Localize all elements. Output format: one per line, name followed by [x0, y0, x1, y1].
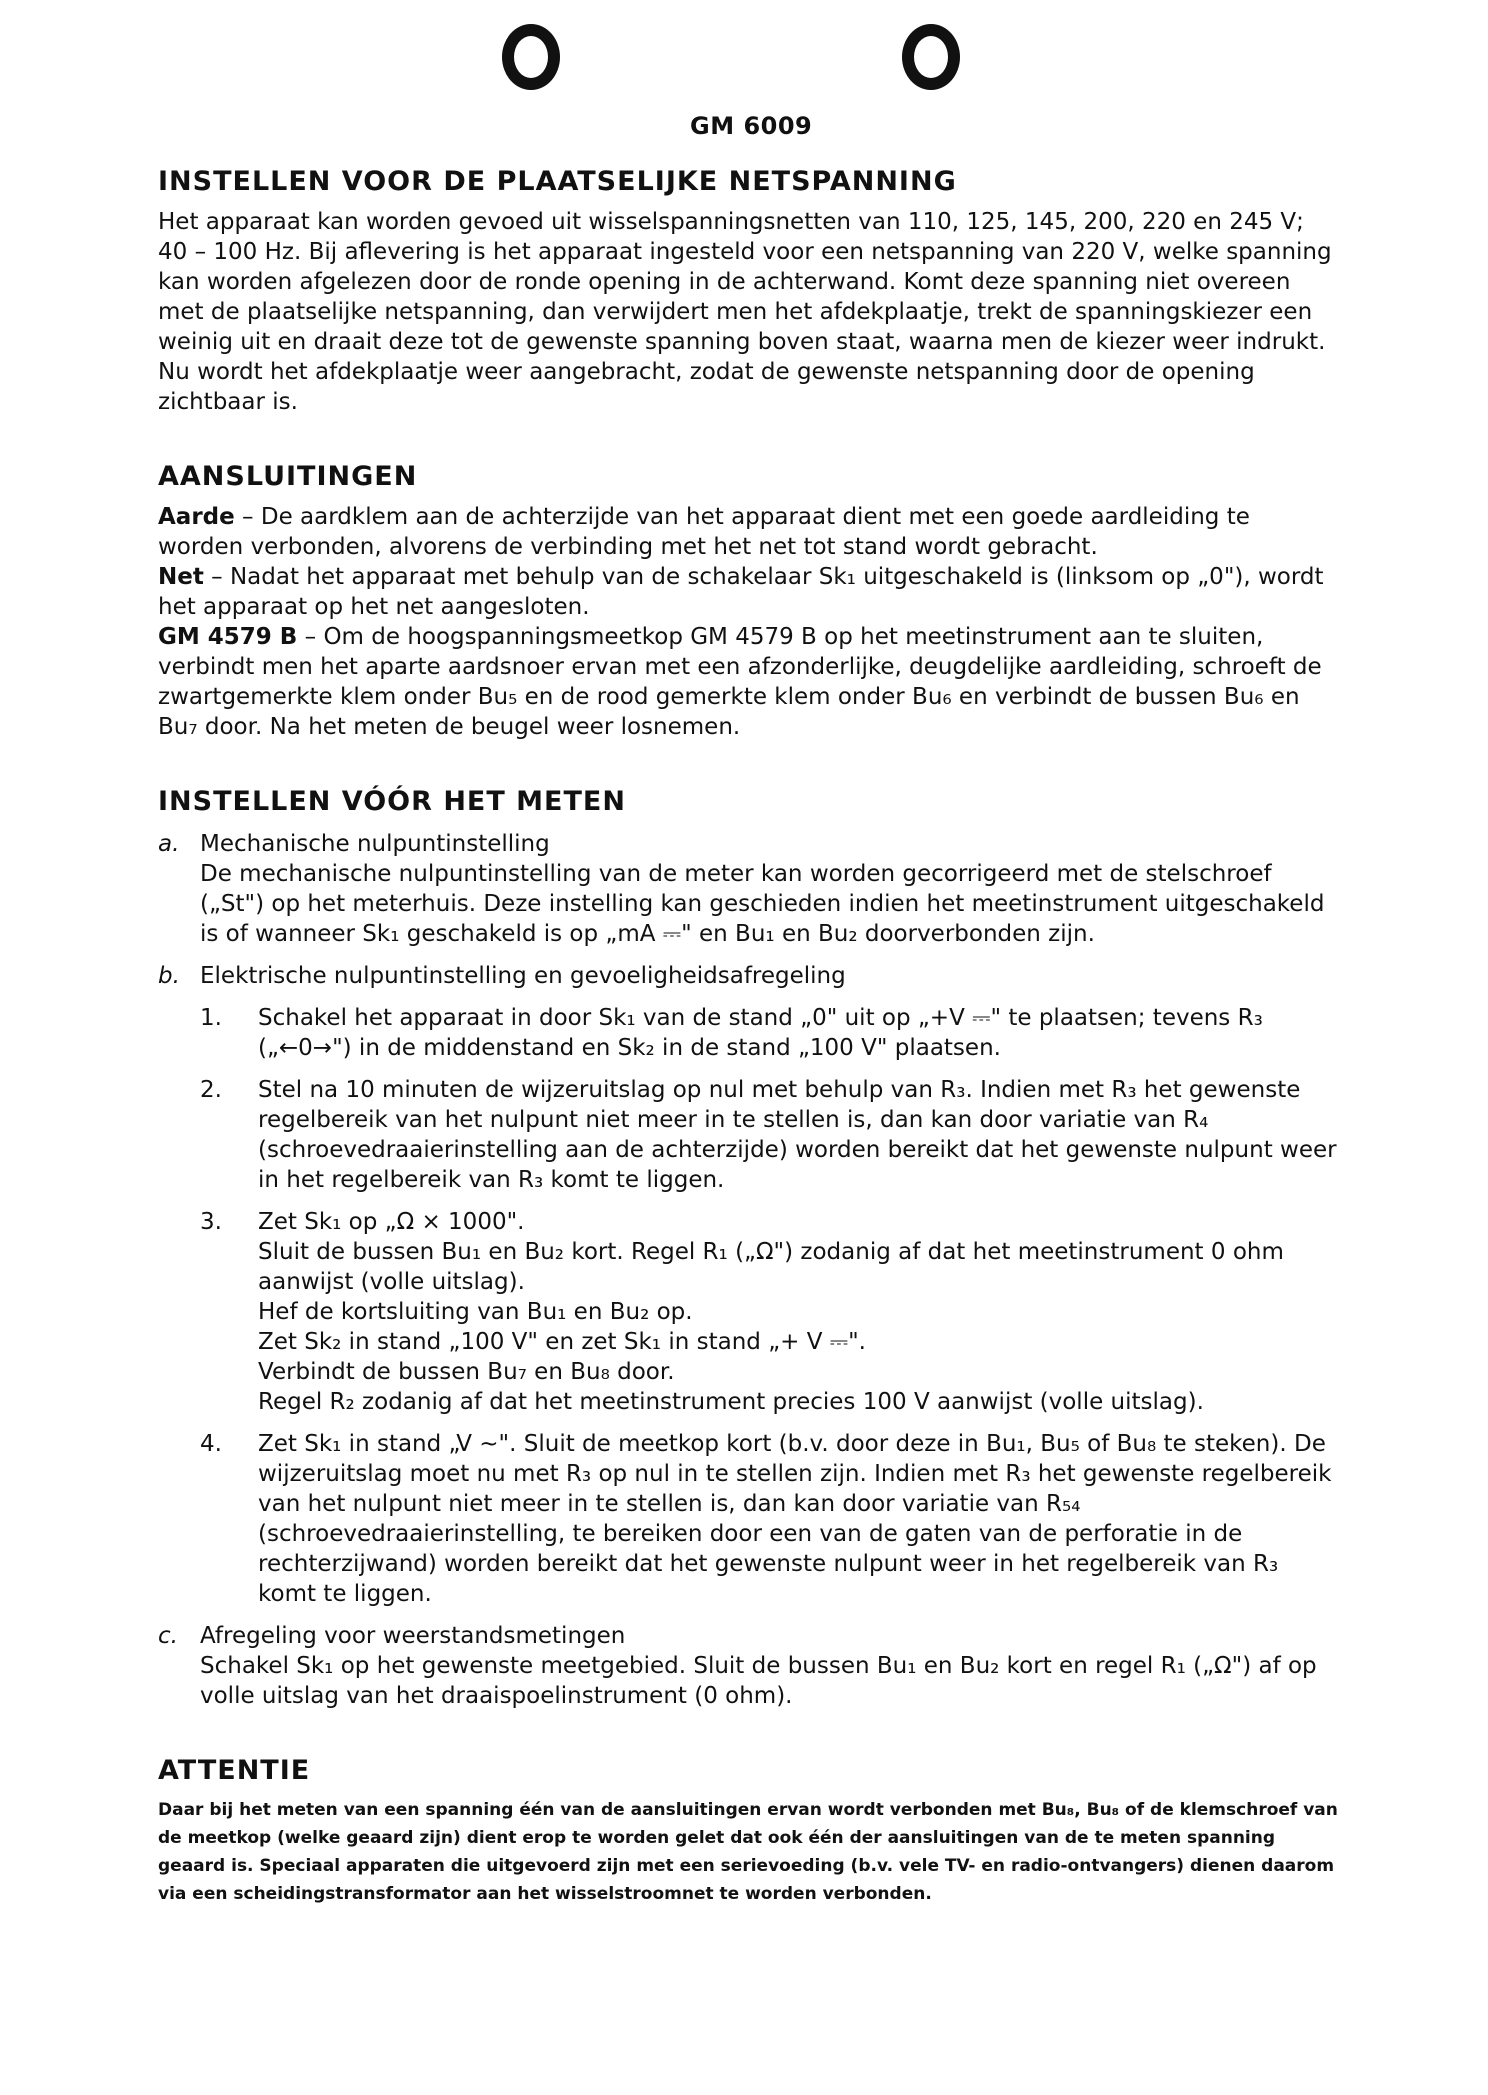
item-body — [200, 1621, 1338, 1711]
section-connections — [158, 461, 1338, 742]
step-3 — [200, 1207, 1338, 1417]
step-line: Verbindt de bussen Bu₇ en Bu₈ door. — [258, 1359, 675, 1385]
step-number: 2. — [200, 1077, 222, 1103]
step-2 — [200, 1075, 1338, 1195]
paragraph-aarde — [158, 502, 1338, 562]
section-attention — [158, 1755, 1338, 1908]
term-aarde: Aarde — [158, 504, 235, 530]
item-body — [200, 961, 1338, 991]
section-setup — [158, 786, 1338, 1711]
step-body — [258, 1075, 1338, 1195]
step-line: Hef de kortsluiting van Bu₁ en Bu₂ op. — [258, 1299, 693, 1325]
paragraph-net — [158, 562, 1338, 622]
step-line: Schakel het apparaat in door Sk₁ van de stand „0" uit op „+V ⎓" te plaatsen; tevens R₃ („←0→") in de middenstand en Sk₂ in de stand „100 V" plaatsen. — [258, 1005, 1263, 1061]
step-number: 4. — [200, 1431, 222, 1457]
term-gm4579b: GM 4579 B — [158, 624, 298, 650]
item-title: Elektrische nulpuntinstelling en gevoeligheidsafregeling — [200, 963, 846, 989]
attention-text: Daar bij het meten van een spanning één van de aansluitingen ervan wordt verbonden met Bu₈, Bu₈ of de klemschroef van de meetkop (welke geaard zijn) dient erop te worden gelet dat ook één der aansluitingen van de te meten spanning geaard is. Speciaal apparaten die uitgevoerd zijn met een serievoeding (b.v. vele TV- en radio-ontvangers) dienen daarom via een scheidingstransformator aan het wisselstroomnet te worden verbonden. — [158, 1800, 1338, 1904]
step-body — [258, 1429, 1338, 1609]
item-marker: b. — [158, 963, 180, 989]
text-net: – Nadat het apparaat met behulp van de schakelaar Sk₁ uitgeschakeld is (linksom op „0"), wordt het apparaat op het net aangesloten. — [158, 564, 1324, 620]
step-body — [258, 1003, 1338, 1063]
punch-hole-right — [902, 24, 960, 90]
list-item-b — [158, 961, 1338, 991]
step-line: Regel R₂ zodanig af dat het meetinstrument precies 100 V aanwijst (volle uitslag). — [258, 1389, 1204, 1415]
step-1 — [200, 1003, 1338, 1063]
item-marker: c. — [158, 1623, 178, 1649]
step-line: Stel na 10 minuten de wijzeruitslag op nul met behulp van R₃. Indien met R₃ het gewenste regelbereik van het nulpunt niet meer in te stellen is, dan kan door variatie van R₄ (schroevedraaierinstelling aan de achterzijde) worden bereikt dat het gewenste nulpunt weer in het regelbereik van R₃ komt te liggen. — [258, 1077, 1337, 1193]
list-item-c — [158, 1621, 1338, 1711]
model-number: GM 6009 — [690, 112, 813, 140]
text-aarde: – De aardklem aan de achterzijde van het apparaat dient met een goede aardleiding te worden verbonden, alvorens de verbinding met het net tot stand wordt gebracht. — [158, 504, 1250, 560]
term-net: Net — [158, 564, 204, 590]
section-mains-voltage — [158, 166, 1338, 417]
step-body — [258, 1207, 1338, 1417]
item-text: Schakel Sk₁ op het gewenste meetgebied. Sluit de bussen Bu₁ en Bu₂ kort en regel R₁ („Ω") af op volle uitslag van het draaispoelinstrument (0 ohm). — [200, 1653, 1317, 1709]
section-title: ATTENTIE — [158, 1755, 311, 1786]
section-text: Het apparaat kan worden gevoed uit wisselspanningsnetten van 110, 125, 145, 200, 220 en 245 V; 40 – 100 Hz. Bij aflevering is het apparaat ingesteld voor een netspanning van 220 V, welke spanning kan worden afgelezen door de ronde opening in de achterwand. Komt deze spanning niet overeen met de plaatselijke netspanning, dan verwijdert men het afdekplaatje, trekt de spanningskiezer een weinig uit en draait deze tot de gewenste spanning boven staat, waarna men de kiezer weer indrukt. Nu wordt het afdekplaatje weer aangebracht, zodat de gewenste netspanning door de opening zichtbaar is. — [158, 209, 1332, 415]
document-content — [158, 166, 1338, 1952]
text-gm4579b: – Om de hoogspanningsmeetkop GM 4579 B op het meetinstrument aan te sluiten, verbindt men het aparte aardsnoer ervan met een afzonderlijke, deugdelijke aardleiding, schroeft de zwartgemerkte klem onder Bu₅ en de rood gemerkte klem onder Bu₆ en verbindt de bussen Bu₆ en Bu₇ door. Na het meten de beugel weer losnemen. — [158, 624, 1322, 740]
step-number: 3. — [200, 1209, 222, 1235]
paragraph-gm4579b — [158, 622, 1338, 742]
step-number: 1. — [200, 1005, 222, 1031]
step-4 — [200, 1429, 1338, 1609]
step-line: Zet Sk₁ in stand „V ∼". Sluit de meetkop kort (b.v. door deze in Bu₁, Bu₅ of Bu₈ te steken). De wijzeruitslag moet nu met R₃ op nul in te stellen zijn. Indien met R₃ het gewenste regelbereik van het nulpunt niet meer in te stellen is, dan kan door variatie van R₅₄ (schroevedraaierinstelling, te bereiken door een van de gaten van de perforatie in de rechterzijwand) worden bereikt dat het gewenste nulpunt weer in het regelbereik van R₃ komt te liggen. — [258, 1431, 1332, 1607]
section-title: AANSLUITINGEN — [158, 461, 418, 492]
list-item-a — [158, 829, 1338, 949]
item-text: De mechanische nulpuntinstelling van de meter kan worden gecorrigeerd met de stelschroef („St") op het meterhuis. Deze instelling kan geschieden indien het meetinstrument uitgeschakeld is of wanneer Sk₁ geschakeld is op „mA ⎓" en Bu₁ en Bu₂ doorverbonden zijn. — [200, 861, 1325, 947]
step-line: Zet Sk₁ op „Ω × 1000". — [258, 1209, 525, 1235]
item-title: Afregeling voor weerstandsmetingen — [200, 1623, 626, 1649]
step-line: Sluit de bussen Bu₁ en Bu₂ kort. Regel R₁ („Ω") zodanig af dat het meetinstrument 0 ohm aanwijst (volle uitslag). — [258, 1239, 1284, 1295]
item-body — [200, 829, 1338, 949]
step-line: Zet Sk₂ in stand „100 V" en zet Sk₁ in stand „+ V ⎓". — [258, 1329, 866, 1355]
section-title: INSTELLEN VÓÓR HET METEN — [158, 786, 626, 817]
section-title: INSTELLEN VOOR DE PLAATSELIJKE NETSPANNING — [158, 166, 957, 197]
item-marker: a. — [158, 831, 180, 857]
punch-hole-left — [502, 24, 560, 90]
item-title: Mechanische nulpuntinstelling — [200, 831, 550, 857]
